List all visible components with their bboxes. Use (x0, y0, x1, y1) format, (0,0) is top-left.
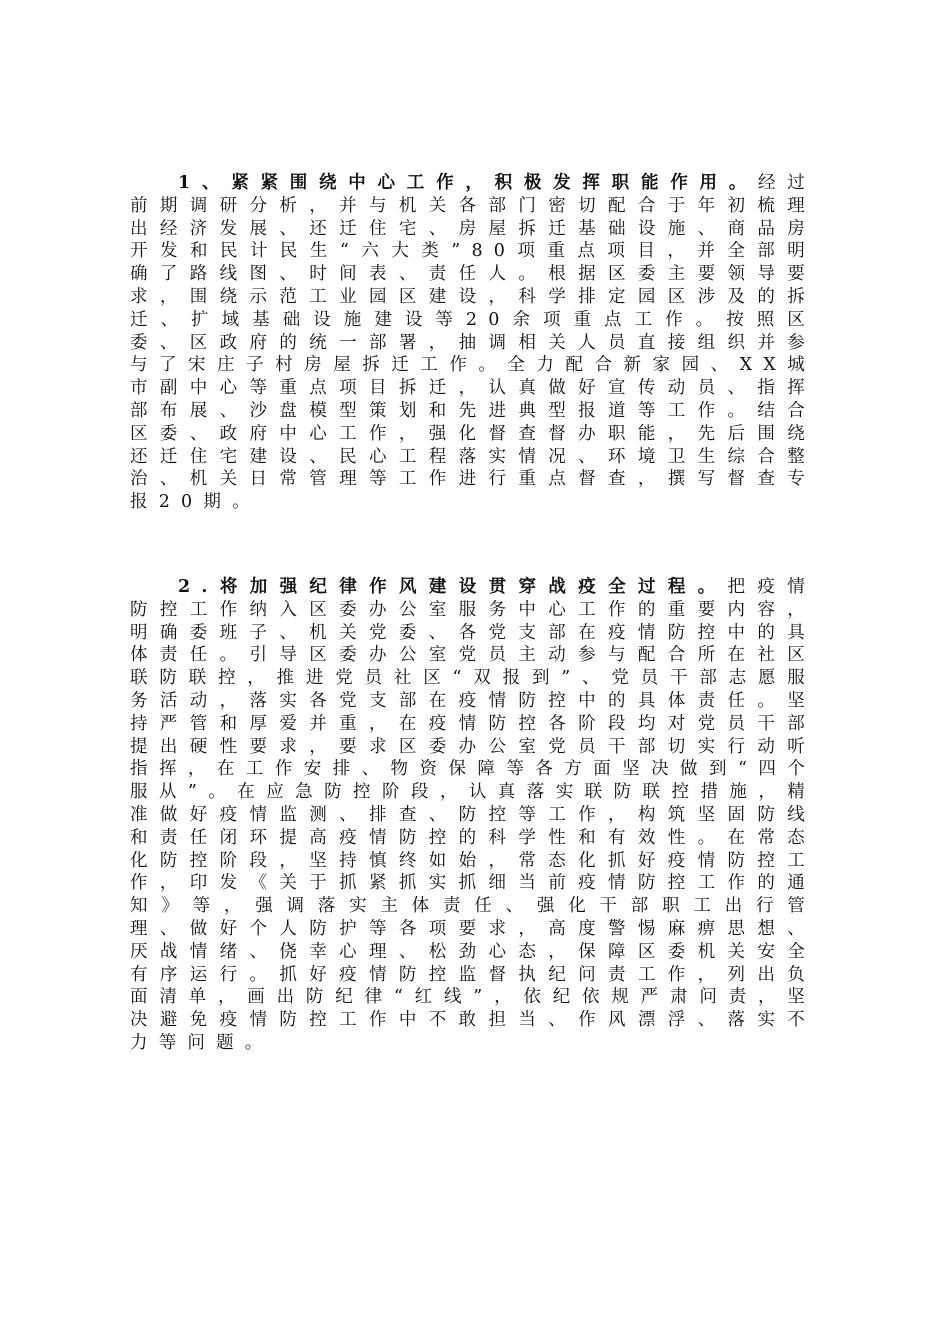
paragraph-2 (130, 576, 816, 1055)
paragraph-2-heading: 2.将加强纪律作风建设贯穿战疫全过程。 (178, 577, 728, 597)
paragraph-1-heading: 1、紧紧围绕中心工作，积极发挥职能作用。 (178, 173, 759, 193)
paragraph-1-body: 经过前期调研分析，并与机关各部门密切配合于年初梳理出经济发展、还迁住宅、房屋拆迁基础设施、商品房开发和民计民生“六大类”80项重点项目，并全部明确了路线图、时间表、责任人。根据区委主要领导要求，围绕示范工业园区建设，科学排定园区涉及的拆迁、扩域基础设施建设等20余项重点工作。按照区委、区政府的统一部署，抽调相关人员直接组织并参与了宋庄子村房屋拆迁工作。全力配合新家园、XX城市副中心等重点项目拆迁，认真做好宣传动员、指挥部布展、沙盘模型策划和先进典型报道等工作。结合区委、政府中心工作，强化督查督办职能，先后围绕还迁住宅建设、民心工程落实情况、环境卫生综合整治、机关日常管理等工作进行重点督查，撰写督查专报20期。 (130, 173, 816, 513)
paragraph-2-body: 把疫情防控工作纳入区委办公室服务中心工作的重要内容，明确委班子、机关党委、各党支部在疫情防控中的具体责任。引导区委办公室党员主动参与配合所在社区联防联控，推进党员社区“双报到”、党员干部志愿服务活动，落实各党支部在疫情防控中的具体责任。坚持严管和厚爱并重，在疫情防控各阶段均对党员干部提出硬性要求，要求区委办公室党员干部切实行动听指挥，在工作安排、物资保障等各方面坚决做到“四个服从”。在应急防控阶段，认真落实联防联控措施，精准做好疫情监测、排查、防控等工作，构筑坚固防线和责任闭环提高疫情防控的科学性和有效性。在常态化防控阶段，坚持慎终如始，常态化抓好疫情防控工作，印发《关于抓紧抓实抓细当前疫情防控工作的通知》等，强调落实主体责任、强化干部职工出行管理、做好个人防护等各项要求，高度警惕麻痹思想、厌战情绪、侥幸心理、松劲心态，保障区委机关安全有序运行。抓好疫情防控监督执纪问责工作，列出负面清单，画出防纪律“红线”，依纪依规严肃问责，坚决避免疫情防控工作中不敢担当、作风漂浮、落实不力等问题。 (130, 577, 816, 1053)
paragraph-1 (130, 172, 816, 514)
